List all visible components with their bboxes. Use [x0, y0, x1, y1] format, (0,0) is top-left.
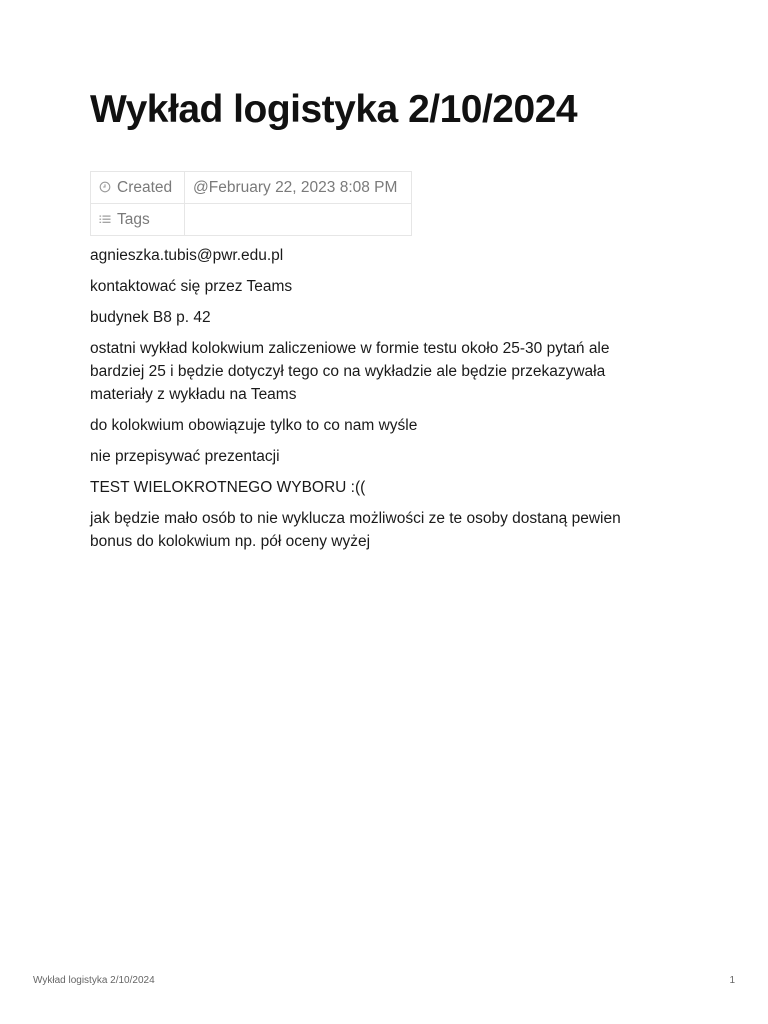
paragraph-exam-scope: do kolokwium obowiązuje tylko to co nam wyśle	[90, 417, 418, 434]
paragraph-email: agnieszka.tubis@pwr.edu.pl	[90, 247, 284, 264]
property-value-created[interactable]: @February 22, 2023 8:08 PM	[185, 172, 412, 204]
paragraph-no-copy: nie przepisywać prezentacji	[90, 448, 280, 465]
note-body	[90, 244, 660, 561]
property-row-created	[91, 172, 412, 204]
property-row-tags	[91, 204, 412, 236]
paragraph-last-lecture: ostatni wykład kolokwium zaliczeniowe w formie testu około 25-30 pytań ale bardziej 25 i będzie dotyczył tego co na wykładzie ale będzie przekazywała materiały z wykładu na Teams	[90, 340, 610, 403]
property-label-created: Created	[117, 178, 173, 196]
property-key-created	[91, 172, 185, 204]
property-value-tags[interactable]	[185, 204, 412, 236]
properties-table	[90, 171, 412, 236]
paragraph-test-type: TEST WIELOKROTNEGO WYBORU :((	[90, 479, 366, 496]
page-number: 1	[729, 975, 735, 986]
clock-icon	[99, 181, 111, 193]
list-icon	[99, 213, 111, 225]
paragraph-contact: kontaktować się przez Teams	[90, 278, 293, 295]
property-label-tags: Tags	[117, 210, 150, 228]
paragraph-building: budynek B8 p. 42	[90, 309, 211, 326]
paragraph-bonus: jak będzie mało osób to nie wyklucza możliwości ze te osoby dostaną pewien bonus do kolokwium np. pół oceny wyżej	[90, 510, 621, 550]
page-title: Wykład logistyka 2/10/2024	[90, 88, 578, 131]
property-key-tags	[91, 204, 185, 236]
footer-title: Wykład logistyka 2/10/2024	[33, 975, 155, 986]
